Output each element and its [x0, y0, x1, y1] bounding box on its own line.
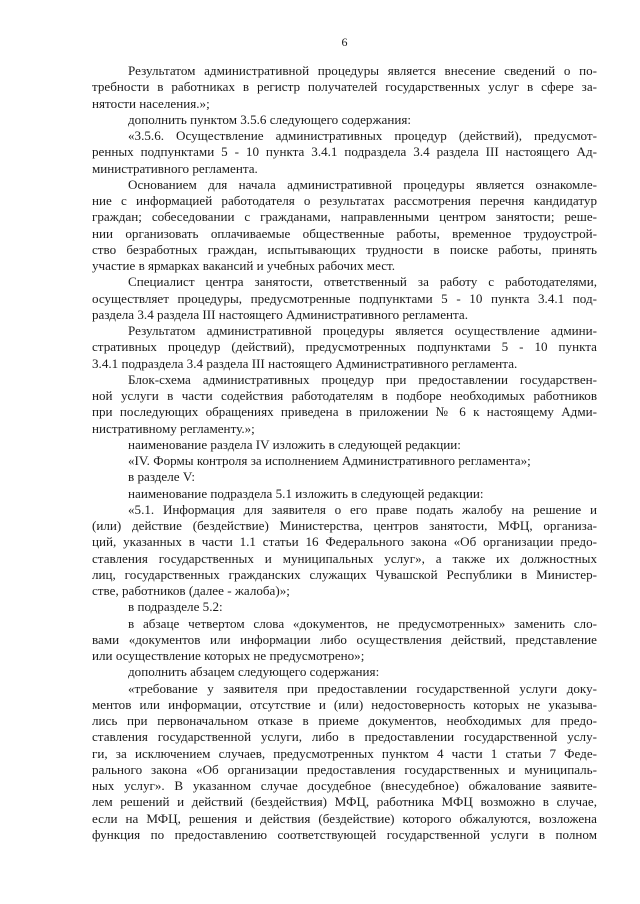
document-page [92, 34, 597, 843]
text-line: ставления государственной услуги, либо в предоставлении государственной услу- [92, 729, 597, 745]
text-line: ментов или информации, отсутствие и (или) недостоверность которых не указыва- [92, 696, 597, 712]
text-line: лись при первоначальном отказе в приеме документов, необходимых для предо- [92, 713, 597, 728]
text-line: Основанием для начала административной процедуры является ознакомле- [128, 176, 597, 192]
text-line: (или) действие (бездействие) Министерства, центров занятости, МФЦ, организа- [92, 518, 597, 533]
paragraph [92, 63, 597, 112]
paragraph [92, 112, 597, 128]
text-line: дополнить абзацем следующего содержания: [128, 664, 380, 680]
paragraph [92, 177, 597, 275]
text-line: «требование у заявителя при предоставлении государственной услуги доку- [128, 680, 597, 696]
text-line: дополнить пунктом 3.5.6 следующего содержания: [128, 111, 411, 127]
paragraph [92, 502, 597, 600]
paragraph [92, 681, 597, 844]
text-line: при последующих обращениях приведена в приложении № 6 к настоящему Адми- [92, 404, 597, 420]
text-line: ство безработных граждан, испытывающих трудности в поиске работы, принять [92, 241, 597, 257]
text-line: функция по предоставлению соответствующей государственной услуги в полном [92, 826, 597, 842]
paragraph [92, 486, 597, 502]
text-line: в разделе V: [128, 469, 195, 485]
text-line: раздела 3.4 раздела III настоящего Административного регламента. [92, 306, 468, 322]
text-line: осуществляет процедуры, предусмотренные подпунктами 5 - 10 пункта 3.4.1 под- [92, 290, 597, 306]
text-line: «5.1. Информация для заявителя о его праве подать жалобу на решение и [128, 501, 597, 517]
text-line: в подразделе 5.2: [128, 599, 223, 615]
text-line: Результатом административной процедуры является внесение сведений о по- [128, 63, 597, 78]
text-line: ставления государственных и муниципальных услуг», а также их должностных [92, 550, 597, 566]
paragraph [92, 599, 597, 615]
text-line: Результатом административной процедуры является осуществление админи- [128, 323, 597, 338]
text-line: лиц, государственных гражданских служащих Чувашской Республики в Министер- [92, 566, 597, 582]
paragraph [92, 128, 597, 177]
text-line: ги, за исключением случаев, предусмотренных пунктом 4 части 1 статьи 7 Феде- [92, 745, 597, 761]
text-line: наименование подраздела 5.1 изложить в следующей редакции: [128, 485, 484, 501]
text-line: если на МФЦ, решения и действия (бездействие) которого обжалуются, возложена [92, 810, 597, 826]
text-line: участие в ярмарках вакансий и учебных рабочих мест. [92, 258, 396, 273]
text-line: стративных процедур (действий), предусмотренных подпунктами 5 - 10 пункта [92, 339, 597, 355]
text-line: ных услуг». В указанном случае досудебное (внесудебное) обжалование заявите- [92, 778, 597, 793]
text-line: лем решений и действий (бездействия) МФЦ, работника МФЦ возможно в случае, [92, 794, 597, 810]
text-line: стве, работников (далее - жалоба)»; [92, 583, 290, 598]
paragraph [92, 616, 597, 665]
text-line: требности в работниках в регистр получателей государственных услуг в сфере за- [92, 79, 597, 95]
paragraph [92, 274, 597, 323]
text-line: граждан; собеседовании с гражданами, направленными центром занятости; реше- [92, 209, 597, 225]
text-line: нии организовать оплачиваемые общественные работы, временное трудоустрой- [92, 225, 597, 241]
paragraph [92, 453, 597, 469]
paragraph [92, 323, 597, 372]
text-line: ние с информацией работодателя о результатах рассмотрения перечня кандидатур [92, 193, 597, 208]
text-line: ренных подпунктами 5 - 10 пункта 3.4.1 подраздела 3.4 раздела III настоящего Ад- [92, 144, 597, 160]
text-line: наименование раздела IV изложить в следующей редакции: [128, 436, 461, 452]
page-number: 6 [341, 35, 348, 49]
text-line: нятости населения.»; [92, 95, 210, 111]
text-line: ной услуги в части содействия работодателям в подборе необходимых работников [92, 388, 597, 403]
paragraph [92, 372, 597, 437]
text-line: Специалист центра занятости, ответственный за работу с работодателями, [128, 274, 597, 290]
text-line: Блок-схема административных процедур при предоставлении государствен- [128, 371, 597, 387]
text-line: рального закона «Об организации предоставления государственных и муниципаль- [92, 761, 597, 777]
text-line: министративного регламента. [92, 160, 258, 176]
text-line: нистративному регламенту.»; [92, 420, 255, 436]
text-line: вами «документов или информации либо осуществления действий, представление [92, 631, 597, 647]
document-body [92, 63, 597, 843]
text-line: «3.5.6. Осуществление административных процедур (действий), предусмот- [128, 128, 597, 143]
text-line: в абзаце четвертом слова «документов, не предусмотренных» заменить сло- [128, 615, 597, 631]
text-line: «IV. Формы контроля за исполнением Административного регламента»; [128, 453, 531, 468]
text-line: ций, указанных в части 1.1 статьи 16 Федерального закона «Об организации предо- [92, 534, 597, 550]
paragraph [92, 437, 597, 453]
paragraph [92, 469, 597, 485]
text-line: или осуществление которых не предусмотрено»; [92, 648, 365, 663]
text-line: 3.4.1 подраздела 3.4 раздела III настоящего Административного регламента. [92, 355, 518, 371]
paragraph [92, 664, 597, 680]
